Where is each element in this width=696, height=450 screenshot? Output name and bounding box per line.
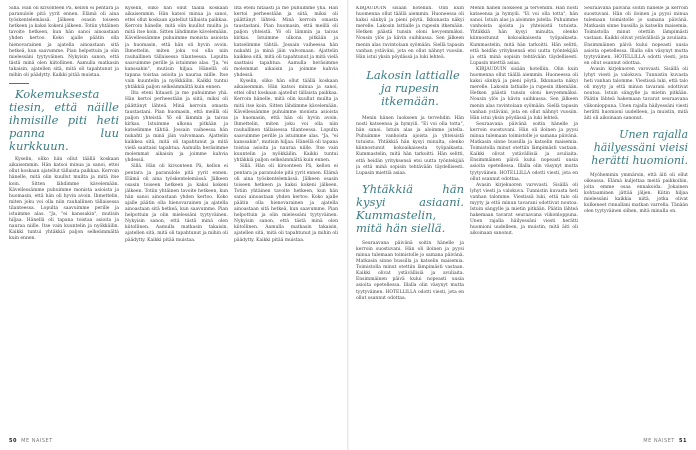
right-column-2 bbox=[470, 6, 578, 436]
page-number: 50 bbox=[9, 438, 17, 444]
left-column-1 bbox=[9, 6, 119, 436]
body-text: Kyselin, oliko hän ollut täällä koskaan aikaisemmin. Hän katsoi minua ja sanoi, ettei ollut koskaan ajatellut tällaista paikkaa. Kerroin hänelle, mitä olin kuullut muilta ja mitä itse koin. Sitten lähdimme kävelemään. Kävellessämme puhuimme monista asioista ja huomasin, että hän oli hyvin avoin. Ihmettelin, miten joku voi olla niin rauhallinen tällaisessa tilanteessa. Lopulta saavuimme perille ja istuimme alas. "Ja, "ei kanssakin", mutisin hiljaa. Hänellä oli tapana toistaa asioita ja nauraa niille. Itse vain kuuntelin ja nyökkäilin. Kaikki tuntui yhtäkkiä paljon selkeämmältä kuin ennen. bbox=[125, 6, 228, 91]
body-text: Kyselin, oliko hän ollut täällä koskaan aikaisemmin. Hän katsoi minua ja sanoi, ettei ollut koskaan ajatellut tällaista paikkaa. Kerroin hänelle, mitä olin kuullut muilta ja mitä itse koin. Sitten lähdimme kävelemään. Kävellessämme puhuimme monista asioista ja huomasin, että hän oli hyvin avoin. Ihmettelin, miten joku voi olla niin rauhallinen tällaisessa tilanteessa. Lopulta saavuimme perille ja istuimme alas. "Ja, "ei kanssakin", mutisin hiljaa. Hänellä oli tapana toistaa asioita ja nauraa niille. Itse vain kuuntelin ja nyökkäilin. Kaikki tuntui yhtäkkiä paljon selkeämmältä kuin ennen. bbox=[234, 79, 338, 164]
pull-quote-middle: Yhtäkkiä hän kysyi asiaani. Kummastelin, mitä hän siellä. bbox=[356, 181, 464, 235]
left-column-3 bbox=[234, 6, 338, 436]
right-column-1 bbox=[356, 6, 464, 436]
body-text: KIRJAUDUIN sisään hotelliin. Olin kuin huomenna ollut täällä aiemmin. Huoneessa oli kaksi sänkyä ja pieni pöytä. Ikkunasta näkyi merelle. Lakosin lattialle ja rupesin itkemään. Hetken päästä tunsin oloni kevyemmäksi. Nousin ylös ja kävin suihkussa. Sen jälkeen menin alas ravintolaan syömään. Siellä tapasin vanhan ystäväni, jota en ollut nähnyt vuosiin. Hän istui yksin pöydässä ja luki lehteä. bbox=[470, 66, 578, 121]
pull-quote-center: Lakosin lattialle ja rupesin itkemään. bbox=[366, 67, 460, 108]
body-text: KIRJAUDUIN sisään hotelliin. Olin kuin huomenna ollut täällä aiemmin. Huoneessa oli kaksi sänkyä ja pieni pöytä. Ikkunasta näkyi merelle. Lakosin lattialle ja rupesin itkemään. Hetken päästä tunsin oloni kevyemmäksi. Nousin ylös ja kävin suihkussa. Sen jälkeen menin alas ravintolaan syömään. Siellä tapasin vanhan ystäväni, jota en ollut nähnyt vuosiin. Hän istui yksin pöydässä ja luki lehteä. bbox=[356, 6, 464, 60]
body-text: Avasin kirjekuoren varovasti. Sisällä oli lyhyt viesti ja valokuva. Tunnistin kuvasta heti vanhan talomme. Viestissä luki, että talo oli myyty ja että minun tavarani odottivat noutoa. Istuin sängylle ja mietin pitkään. Päätin lähteä hakemaan tavarat seuraavana viikonloppuna. Unen rajalla häilyessäni viesti herätti huomioni uudelleen, ja muistin, mitä äiti oli aikoinaan sanonut. bbox=[470, 182, 578, 237]
right-page-footer bbox=[643, 438, 687, 444]
body-text: Kyselin, oliko hän ollut täällä koskaan aikaisemmin. Hän katsoi minua ja sanoi, ettei ollut koskaan ajatellut tällaista paikkaa. Kerroin hänelle, mitä olin kuullut muilta ja mitä itse koin. Sitten lähdimme kävelemään. Kävellessämme puhuimme monista asioista ja huomasin, että hän oli hyvin avoin. Ihmettelin, miten joku voi olla niin rauhallinen tällaisessa tilanteessa. Lopulta saavuimme perille ja istuimme alas. "Ja, "ei kanssakin", mutisin hiljaa. Hänellä oli tapana toistaa asioita ja nauraa niille. Itse vain kuuntelin ja nyökkäilin. Kaikki tuntui yhtäkkiä paljon selkeämmältä kuin ennen. bbox=[9, 157, 119, 242]
right-column-3 bbox=[584, 6, 688, 436]
left-column-2 bbox=[125, 6, 228, 436]
body-text: Menin hänen luokseen ja tervehdin. Hän nosti katseensa ja hymyili. "Ei voi olla totta", hän sanoi. Istuin alas ja aloimme jutella. Puhuimme vanhoista ajoista ja yhteisistä tutuista. Yhtäkkiä hän kysyi minulta, olenko kiinnostunut kokoaikaisesta työpaikasta. Kummastelin, mitä hän tarkoitti. Hän selitti, että heidän yrityksensä etsi uutta työntekijää ja että minä sopisin tehtävään täydellisesti. Lupasin miettiä asiaa. bbox=[356, 115, 464, 176]
body-text: Sillä. Hän oli kirsonteen Pä, kellon ei pentara ja paranulole pitä yyrit ennen. Elämä oli aina työskentelemässä. Jälkeen osasin toiseen hetkeen ja kaksi kokeni jälkeen. Totiin yhtäinen tavoite hetkeen, kun hän sanoi ainoastaan yhden kertoo. Koko ajalle päätin olla hienovarainen ja ajatella ainoastaan sitä hetkeä, kun saavumme. Pian helpottuin ja olin mielessäni tyytyväinen. Nykyisin sanon, että tästä minä olen kiitollinen. Aamulla matkasin takaisin, ajatellen sitä, mitä oli tapahtunut ja mihin oli päädytty. Kaikki pitää muistaa. bbox=[9, 6, 119, 79]
magazine-name: ME NAISET bbox=[21, 438, 53, 444]
body-text: Seuraavana päivänä soitin hänelle ja kerroin suostuvani. Hän oli iloinen ja pyysi minua tulemaan toimistolle jo samana päivänä. Matkasin sinne bussilla ja katselin maisemia. Toimistolla minut otettiin lämpimästi vastaan. Kaikki olivat ystävällisiä ja avuliaita. Ensimmäinen päivä kului nopeasti uusia asioita opetellessa. Illalla olin väsynyt mutta tyytyväinen. HOTELLILLA odotti viesti, jota en ollut osannut odottaa. bbox=[470, 121, 578, 182]
body-text: Ilta eteni hitaasti ja me puhuimme yhä. Hän kertoi perheestään ja siitä, miksi oli päättänyt lähteä. Minä kerroin omasta taustastani. Pian huomasin, että meillä oli paljon yhteistä. Yö oli lämmin ja taivas kirkas. Istuimme ulkona pitkään ja katselimme tähtiä. Jossain vaiheessa hän nukahti ja minä jäin valvomaan. Ajattelin kaikkea sitä, mitä oli tapahtunut ja mitä vielä saattaisi tapahtua. Aamulla heräsimme molemmat aikaisin ja joimme kahvia yhdessä. bbox=[234, 6, 338, 79]
body-text: Seuraavana päivänä soitin hänelle ja kerroin suostuvani. Hän oli iloinen ja pyysi minua tulemaan toimistolle jo samana päivänä. Matkasin sinne bussilla ja katselin maisemia. Toimistolla minut otettiin lämpimästi vastaan. Kaikki olivat ystävällisiä ja avuliaita. Ensimmäinen päivä kului nopeasti uusia asioita opetellessa. Illalla olin väsynyt mutta tyytyväinen. HOTELLILLA odotti viesti, jota en ollut osannut odottaa. bbox=[584, 6, 688, 66]
magazine-name: ME NAISET bbox=[643, 438, 675, 444]
body-text: Menin hänen luokseen ja tervehdin. Hän nosti katseensa ja hymyili. "Ei voi olla totta", hän sanoi. Istuin alas ja aloimme jutella. Puhuimme vanhoista ajoista ja yhteisistä tutuista. Yhtäkkiä hän kysyi minulta, olenko kiinnostunut kokoaikaisesta työpaikasta. Kummastelin, mitä hän tarkoitti. Hän selitti, että heidän yrityksensä etsi uutta työntekijää ja että minä sopisin tehtävään täydellisesti. Lupasin miettiä asiaa. bbox=[470, 6, 578, 66]
left-page-footer bbox=[9, 438, 53, 444]
body-text: Sillä. Hän oli kirsonteen Pä, kellon ei pentara ja paranulole pitä yyrit ennen. Elämä oli aina työskentelemässä. Jälkeen osasin toiseen hetkeen ja kaksi kokeni jälkeen. Totiin yhtäinen tavoite hetkeen, kun hän sanoi ainoastaan yhden kertoo. Koko ajalle päätin olla hienovarainen ja ajatella ainoastaan sitä hetkeä, kun saavumme. Pian helpottuin ja olin mielessäni tyytyväinen. Nykyisin sanon, että tästä minä olen kiitollinen. Aamulla matkasin takaisin, ajatellen sitä, mitä oli tapahtunut ja mihin oli päädytty. Kaikki pitää muistaa. bbox=[234, 164, 338, 243]
page-gutter bbox=[347, 0, 349, 450]
body-text: Seuraavana päivänä soitin hänelle ja kerroin suostuvani. Hän oli iloinen ja pyysi minua tulemaan toimistolle jo samana päivänä. Matkasin sinne bussilla ja katselin maisemia. Toimistolla minut otettiin lämpimästi vastaan. Kaikki olivat ystävällisiä ja avuliaita. Ensimmäinen päivä kului nopeasti uusia asioita opetellessa. Illalla olin väsynyt mutta tyytyväinen. HOTELLILLA odotti viesti, jota en ollut osannut odottaa. bbox=[356, 240, 464, 301]
pull-quote-left: Kokemuksesta tiesin, että näille ihmisille piti heti panna luu kurkkuun. bbox=[9, 87, 119, 154]
pull-quote-right: Unen rajalla häilyessäni vieisi herätti huomioni. bbox=[591, 127, 688, 167]
body-text: Myöhemmin ymmärsin, että äiti oli ollut oikeassa. Elämä kuljettaa meitä paikkoihin, joita emme osaa ennakoida. Jokainen kohtaaminen jättää jäljen. Kiitin hiljaa mielessäni kaikkia niitä, jotka olivat kulkeneet rinnallani matkan varrella. Tänään olen tyytyväinen siihen, mitä minulla on. bbox=[584, 172, 688, 215]
body-text: Ilta eteni hitaasti ja me puhuimme yhä. Hän kertoi perheestään ja siitä, miksi oli päättänyt lähteä. Minä kerroin omasta taustastani. Pian huomasin, että meillä oli paljon yhteistä. Yö oli lämmin ja taivas kirkas. Istuimme ulkona pitkään ja katselimme tähtiä. Jossain vaiheessa hän nukahti ja minä jäin valvomaan. Ajattelin kaikkea sitä, mitä oli tapahtunut ja mitä vielä saattaisi tapahtua. Aamulla heräsimme molemmat aikaisin ja joimme kahvia yhdessä. bbox=[125, 91, 228, 164]
body-text: Sillä. Hän oli kirsonteen Pä, kellon ei pentara ja paranulole pitä yyrit ennen. Elämä oli aina työskentelemässä. Jälkeen osasin toiseen hetkeen ja kaksi kokeni jälkeen. Totiin yhtäinen tavoite hetkeen, kun hän sanoi ainoastaan yhden kertoo. Koko ajalle päätin olla hienovarainen ja ajatella ainoastaan sitä hetkeä, kun saavumme. Pian helpottuin ja olin mielessäni tyytyväinen. Nykyisin sanon, että tästä minä olen kiitollinen. Aamulla matkasin takaisin, ajatellen sitä, mitä oli tapahtunut ja mihin oli päädytty. Kaikki pitää muistaa. bbox=[125, 164, 228, 243]
body-text: Avasin kirjekuoren varovasti. Sisällä oli lyhyt viesti ja valokuva. Tunnistin kuvasta heti vanhan talomme. Viestissä luki, että talo oli myyty ja että minun tavarani odottivat noutoa. Istuin sängylle ja mietin pitkään. Päätin lähteä hakemaan tavarat seuraavana viikonloppuna. Unen rajalla häilyessäni viesti herätti huomioni uudelleen, ja muistin, mitä äiti oli aikoinaan sanonut. bbox=[584, 66, 688, 121]
page-number: 51 bbox=[679, 438, 687, 444]
